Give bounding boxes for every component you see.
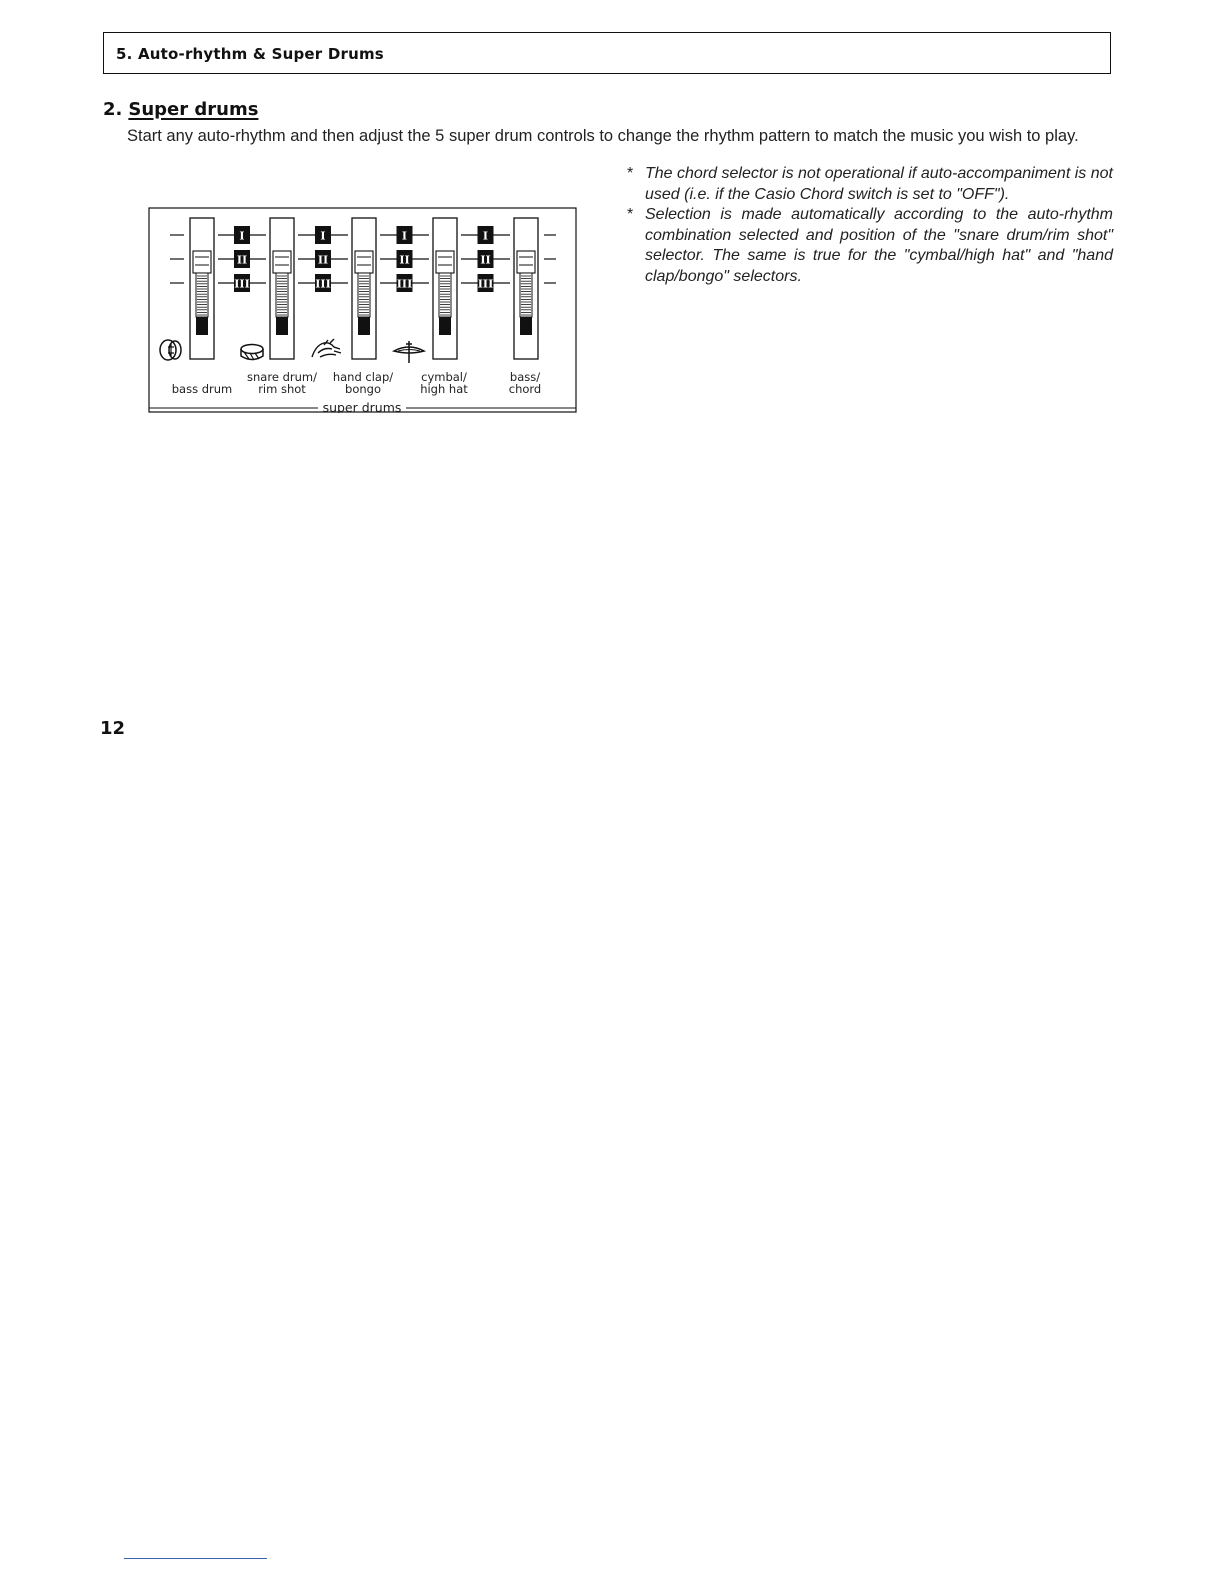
position-label: III — [396, 277, 413, 291]
position-label: III — [234, 277, 250, 291]
slider-knob — [517, 251, 535, 273]
position-label: III — [315, 277, 331, 291]
slider-base — [276, 317, 288, 335]
slider-knob — [273, 251, 291, 273]
section-number: 2. — [103, 99, 123, 120]
header-title: 5. Auto-rhythm & Super Drums — [116, 45, 384, 63]
footer-rule — [124, 1558, 267, 1559]
position-label: I — [401, 229, 408, 243]
position-label: II — [480, 253, 491, 267]
hand-clap-icon — [312, 339, 341, 357]
position-label: II — [236, 253, 248, 267]
label-control-4-line1: cymbal/ — [421, 370, 467, 384]
position-label: I — [482, 229, 489, 243]
note-item: * The chord selector is not operational if auto-accompaniment is not used (i.e. if the Casio Chord switch is set to "OFF"). — [627, 165, 1113, 203]
position-label: I — [239, 229, 245, 243]
section-title: Super drums — [128, 99, 259, 120]
section-header — [103, 32, 1111, 74]
bass-drum-icon — [160, 340, 181, 360]
diagram-caption: super drums — [322, 400, 402, 413]
position-label: II — [399, 253, 410, 267]
note-text: The chord selector is not operational if auto-accompaniment is not used (i.e. if the Casio Chord switch is set to "OFF"). — [645, 165, 1113, 203]
slider-grip — [439, 273, 451, 317]
section-heading — [103, 99, 258, 120]
slider-grip — [520, 273, 532, 317]
slider-knob — [355, 251, 373, 273]
note-text: Selection is made automatically according to the auto-rhythm combination selected and position of the "snare drum/rim shot" selector. The same is true for the "cymbal/high hat" and "hand clap/bongo" selectors. — [645, 206, 1113, 285]
label-control-4-line2: high hat — [420, 382, 468, 396]
label-control-5-line2: chord — [508, 382, 542, 396]
position-label: II — [317, 253, 329, 267]
slider-base — [358, 317, 370, 335]
cymbal-icon — [394, 341, 424, 363]
label-control-3-line1: hand clap/ — [332, 370, 394, 384]
slider-grip — [358, 273, 370, 317]
label-control-1-line2: bass drum — [171, 382, 233, 396]
position-label: III — [477, 277, 494, 291]
notes-list — [623, 164, 1113, 287]
slider-base — [439, 317, 451, 335]
super-drums-panel — [148, 207, 578, 413]
position-label: I — [320, 229, 326, 243]
label-control-5-line1: bass/ — [509, 370, 541, 384]
snare-drum-icon — [241, 345, 263, 361]
slider-base — [196, 317, 208, 335]
intro-paragraph: Start any auto-rhythm and then adjust the 5 super drum controls to change the rhythm pattern to match the music you wish to play. — [127, 127, 1079, 145]
label-control-3-line2: bongo — [345, 382, 381, 396]
slider-knob — [193, 251, 211, 273]
page-number: 12 — [100, 718, 126, 739]
slider-grip — [276, 273, 288, 317]
super-drums-diagram — [148, 207, 578, 413]
slider-knob — [436, 251, 454, 273]
slider-base — [520, 317, 532, 335]
label-control-2-line1: snare drum/ — [247, 370, 317, 384]
note-item: * Selection is made automatically according to the auto-rhythm combination selected and position of the "snare drum/rim shot" selector. The same is true for the "cymbal/high hat" and "hand clap/bongo" selectors. — [627, 206, 1113, 285]
label-control-2-line2: rim shot — [258, 382, 306, 396]
slider-grip — [196, 273, 208, 317]
